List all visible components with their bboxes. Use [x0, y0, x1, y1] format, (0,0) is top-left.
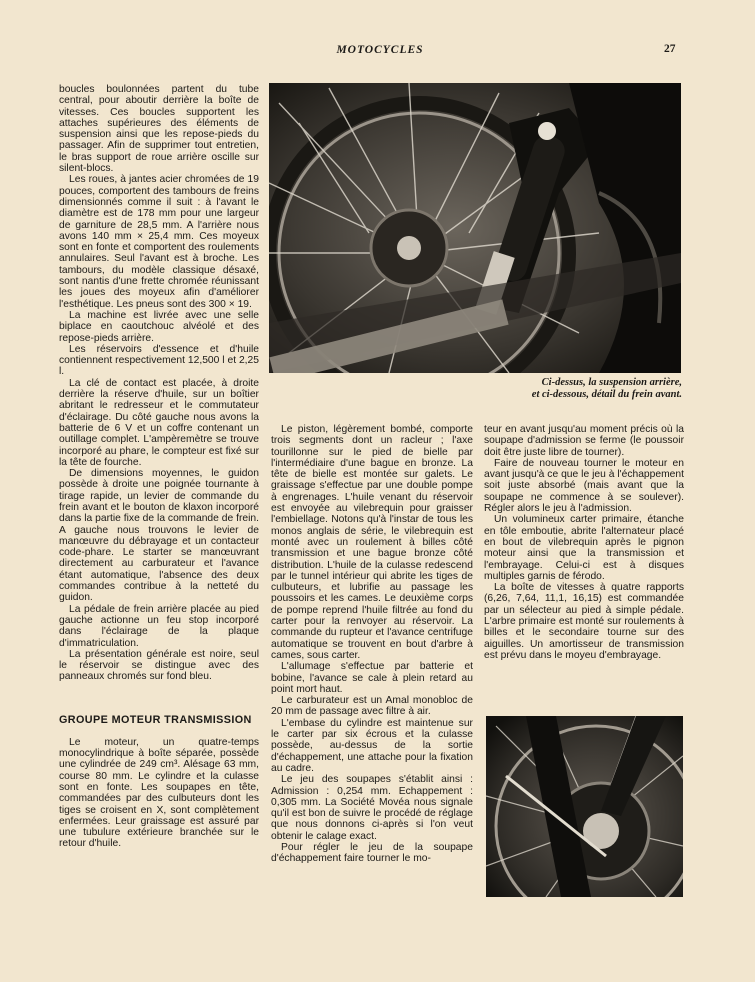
paragraph: boucles boulonnées partent du tube central, pour aboutir derrière la boîte de vitesses. Ces boucles supportent les attaches supérieures des éléments de suspension ainsi que les repose-pieds du passager. Afin de supprimer tout entretien, le bras support de roue arrière oscille sur silent-blocs.	[59, 84, 259, 175]
paragraph: Pour régler le jeu de la soupape d'échappement faire tourner le mo-	[271, 841, 473, 865]
paragraph: Un volumineux carter primaire, étanche en tôle emboutie, abrite l'alternateur placé en bout de vilebrequin après le pignon moteur ainsi que la transmission et l'embrayage. Celui-ci est à disques multiples garnis de férodo.	[484, 514, 684, 582]
paragraph: teur en avant jusqu'au moment précis où la soupape d'admission se ferme (le poussoir doit être juste libre de tourner).	[484, 424, 684, 458]
paragraph: L'allumage s'effectue par batterie et bobine, l'avance se cale à plein retard au point mort haut.	[271, 661, 473, 695]
paragraph: La boîte de vitesses à quatre rapports (6,26, 7,64, 11,1, 16,15) est commandée par un sélecteur au pied à simple pédale. L'arbre primaire est monté sur roulements à billes et le secondaire tourne sur des aiguilles. Un amortisseur de transmission est prévu dans le moyeu d'embrayage.	[484, 582, 684, 661]
paragraph: Le piston, légèrement bombé, comporte trois segments dont un racleur ; l'axe tourillonne sur le pied de bielle par l'intermédiaire d'une bague en bronze. La tête de bielle est montée sur galets. Le graissage s'effectue par une double pompe à engrenages. L'huile venant du réservoir est envoyée au vilebrequin pour graisser l'embiellage. Notons qu'à l'instar de tous les monos anglais de série, le vilebrequin est monté avec un roulement à billes côté transmission et une bague bronze côté distribution. L'huile de la culasse redescend par le tunnel intérieur qui abrite les tiges de culbuteurs, et lubrifie au passage les poussoirs et les cames. Le deuxième corps de pompe reprend l'huile filtrée au fond du carter pour la renvoyer au réservoir. La commande du rupteur et l'avance centrifuge automatique se trouvent en bout d'arbre à cames, sous carter.	[271, 424, 473, 661]
front-brake-photo	[486, 716, 683, 897]
paragraph: La pédale de frein arrière placée au pied gauche actionne un feu stop incorporé dans l'éclairage de la plaque d'immatriculation.	[59, 603, 259, 649]
rear-suspension-photo	[269, 83, 681, 373]
page-number: 27	[664, 43, 676, 55]
caption-line: et ci-dessous, détail du frein avant.	[531, 389, 682, 400]
text-column-3	[484, 424, 684, 661]
running-header-title: MOTOCYCLES	[336, 44, 424, 56]
text-column-1	[59, 84, 259, 850]
paragraph: De dimensions moyennes, le guidon possède à droite une poignée tournante à tirage rapide, un levier de commande du frein avant et le bouton de klaxon incorporé dans la partie fixe de la commande de frein. A gauche nous trouvons le levier de manœuvre du débrayage et un contacteur code-phare. Le starter se manœuvrant directement au carburateur et l'avance étant automatique, l'absence des deux commandes contribue à la netteté du guidon.	[59, 468, 259, 604]
paragraph: Faire de nouveau tourner le moteur en avant jusqu'à ce que le jeu à l'échappement soit juste absorbé (mais avant que la soupape ne commence à se soulever). Régler alors le jeu à l'admission.	[484, 457, 684, 515]
paragraph: Le jeu des soupapes s'établit ainsi : Admission : 0,254 mm. Echappement : 0,305 mm. La Société Movéa nous signale qu'il est bon de suivre le procédé de réglage que nous donnons ci-après si l'on veut obtenir le calage exact.	[271, 774, 473, 842]
paragraph: La machine est livrée avec une selle biplace en caoutchouc alvéolé et des repose-pieds arrière.	[59, 309, 259, 344]
paragraph: La présentation générale est noire, seul le réservoir se distingue avec des panneaux chromés sur fond bleu.	[59, 648, 259, 683]
rear-suspension-illustration	[269, 83, 681, 373]
text-column-2	[271, 424, 473, 865]
paragraph: Le moteur, un quatre-temps monocylindrique à boîte séparée, possède une cylindrée de 249 cm³. Alésage 63 mm, course 80 mm. Le cylindre et la culasse sont en fonte. Les soupapes en tête, commandées par des culbuteurs dont les tiges se croisent en X, sont complètement enfermées. Leur graissage est assuré par une tubulure extérieure branchée sur le retour d'huile.	[59, 736, 259, 850]
photo-caption	[380, 377, 682, 401]
paragraph: Les réservoirs d'essence et d'huile contiennent respectivement 12,500 l et 2,25 l.	[59, 343, 259, 378]
paragraph: Les roues, à jantes acier chromées de 19 pouces, comportent des tambours de freins dimensionnés comme il suit : à l'avant le diamètre est de 178 mm pour une largeur de garniture de 28,5 mm. A l'arrière nous avons 140 mm × 25,4 mm. Ces moyeux sont en fonte et comportent des roulements annulaires. Seul l'avant est à broche. Les tambours, du modèle classique désaxé, sont nantis d'une frette chromée réunissant les joues des moyeux afin d'améliorer l'esthétique. Les pneus sont des 300 × 19.	[59, 174, 259, 310]
caption-line: Ci-dessus, la suspension arrière,	[541, 377, 682, 388]
section-heading: GROUPE MOTEUR TRANSMISSION	[59, 713, 252, 726]
paragraph: La clé de contact est placée, à droite derrière la réserve d'huile, sur un boîtier abritant le redresseur et le commutateur d'éclairage. Du côté gauche nous avons la batterie de 6 V et un coffre contenant un outillage complet. L'ampèremètre se trouve incorporé au phare, le compteur est fixé sur la tête de fourche.	[59, 377, 259, 468]
paragraph: Le carburateur est un Amal monobloc de 20 mm de passage avec filtre à air.	[271, 695, 473, 718]
front-brake-illustration	[486, 716, 683, 897]
paragraph: L'embase du cylindre est maintenue sur le carter par six écrous et la culasse possède, au-dessus de la sortie d'échappement, une attache pour la fixation au cadre.	[271, 717, 473, 774]
